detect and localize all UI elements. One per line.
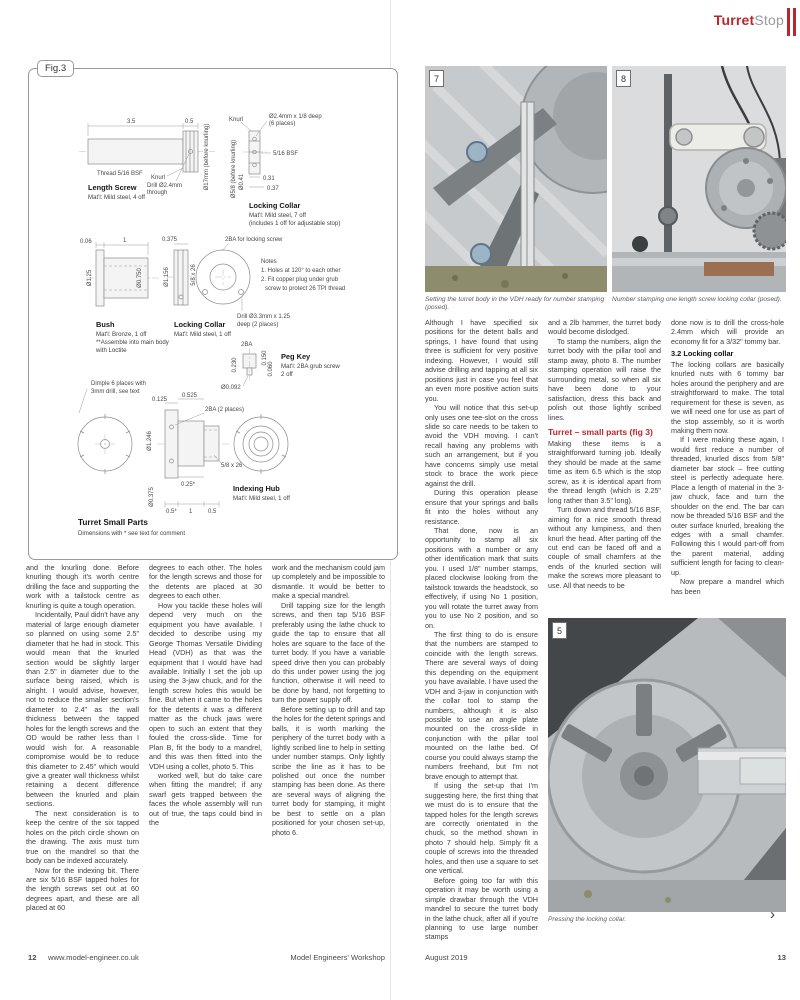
dim-label: 0.5*: [166, 509, 177, 515]
dia-label: Ø17mm (before knurling): [204, 123, 210, 191]
dim-label: 0.06: [80, 239, 92, 245]
part-title: Locking Collar: [249, 201, 301, 210]
paragraph: worked well, but do take care when fitting the mandrel; if any swarf gets trapped between the faces the whole assembly will run out of true, the taps could bind in the: [149, 770, 262, 828]
dia-label: Ø0.375: [149, 487, 155, 507]
paragraph: done now is to drill the cross-hole 2.4mm which will provide an economy fit for a 3/32" tommy bar.: [671, 318, 784, 346]
page-continuation-arrow: ›: [770, 906, 775, 923]
drill-note: Drill Ø3.3mm x 1.25: [237, 314, 291, 320]
length-screw-drawing: [79, 119, 215, 201]
footer-magazine-name: Model Engineers' Workshop: [290, 953, 385, 962]
paragraph: The locking collars are basically knurled nuts with 6 tommy bar holes around the periphery and are straightforward to make. The total requirement for these is seven, as we will need one for use as part of the stop assembly, so it is worth making them now.: [671, 359, 784, 435]
drill-note: Ø2.4mm x 1/8 deep: [269, 114, 322, 120]
dim-label: 0.5: [208, 509, 217, 515]
right-article-column-2: [548, 318, 661, 610]
paragraph: To stamp the numbers, align the turret body with the pillar tool and stamp away, photo 8. The number stamping operation will raise the surrounding metal, so when all six have been done to your satisfaction, dress this back and polish out those lightly scribed lines.: [548, 336, 661, 422]
photo-8: [612, 66, 786, 292]
photo-5-image: [548, 618, 786, 912]
part-material: Mat'l: Mild steel, 1 off: [174, 331, 231, 338]
article-masthead: [714, 12, 784, 28]
section-heading-locking-collar: 3.2 Locking collar: [671, 349, 734, 359]
dia-label: Ø0.750: [137, 268, 143, 288]
knurl-label: Knurl: [229, 117, 244, 123]
part-material: Mat'l: Mild steel, 1 off: [233, 495, 290, 502]
part-note: with Loctite: [96, 347, 127, 354]
indexing-hub-drawing: [78, 381, 290, 515]
paragraph: That done, now is an opportunity to stamp all six positions with a number or any other identification mark that suits you. I used 1/8" number stamps, placed clockwise looking from the tailstock towards the headstock, so effectively, if using No 1 position, you will rotate the turret away from you to use No 2 position, and so on.: [425, 525, 538, 630]
paragraph: If using the set-up that I'm suggesting here, the first thing that we must do is to ensure that the tapped holes for the length screws are correctly orientated in the chuck, so the method shown in photo 7 should help. Simply fit a couple of screws into the threaded holes, and then use a square to set one vertical.: [425, 781, 538, 876]
dim-label: 3.5: [127, 119, 136, 125]
photo-5: [548, 618, 786, 912]
paragraph: degrees to each other. The holes for the length screws and those for the detents are placed at 30 degrees to each other.: [149, 563, 262, 601]
dim-label: 1: [123, 238, 127, 244]
left-article-column-1: [26, 563, 139, 955]
dim-label: 0.375: [162, 237, 178, 243]
part-material: 2 off: [281, 371, 293, 378]
drill-note: Drill Ø2.4mm: [147, 183, 183, 189]
right-article-column-1: [425, 318, 538, 952]
part-title: Peg Key: [281, 352, 311, 361]
paragraph: The first thing to do is ensure that the numbers are stamped to coincide with the length screws. There are several ways of doing this depending on the equipment you have available. I have used the VDH and 3-jaw in conjunction with the collar tool to stamp the numbers, although it is also possible to use an angle plate mounted on the cross-slide in conjunction with the pillar tool mounted on the lathe bed. Of course you could always stamp the numbers freehand, but I'm not brave enough to attempt that.: [425, 629, 538, 781]
dia-label: Ø1.156: [164, 267, 170, 287]
part-note: (includes 1 off for adjustable stop): [249, 220, 341, 227]
paragraph: Before going too far with this operation it may be worth using a simple drawbar through the VDH mandrel to secure the turret body in the lathe chuck, after all if you're planning to use large number stamps: [425, 875, 538, 942]
dim-label: 0.125: [152, 397, 168, 403]
part-title: Length Screw: [88, 183, 137, 192]
part-material: Mat'l: Bronze, 1 off: [96, 331, 147, 338]
dim-label: 0.37: [267, 186, 279, 192]
photo-7-image: [425, 66, 607, 292]
note-line: screw to protect 26 TPI thread: [265, 286, 346, 292]
paragraph: and a 2lb hammer, the turret body would become dislodged.: [548, 318, 661, 337]
photo-7-caption: Setting the turret body in the VDH ready for number stamping (posed).: [425, 296, 605, 311]
part-title: Indexing Hub: [233, 484, 280, 493]
part-note: **Assemble into main body: [96, 339, 169, 346]
photo-8-image: [612, 66, 786, 292]
dim-label: 0.31: [263, 176, 275, 182]
photo-number-badge: 7: [429, 70, 444, 87]
thread-label: 5/8 x 26: [191, 264, 197, 286]
drill-note: through: [147, 190, 168, 196]
paragraph: work and the mechanism could jam up completely and be impossible to dismantle. It would be better to make a special mandrel.: [272, 563, 385, 601]
page-number: 13: [777, 953, 786, 962]
page-number: 12: [28, 953, 37, 962]
paragraph: If I were making these again, I would first reduce a number of threaded, knurled discs from 5/8" diameter bar stock – free cutting steel is perfectly adequate here. Place a length of material in the 3-jaw chuck, face and turn the shoulder on the end. The bar can now be threaded 5/16 BSF and the outer surface knurled, breaking the edges with a small chamfer. Following this I would part-off from the parent material, adding sufficient length for facing to clean-up.: [671, 435, 784, 577]
paragraph: Making these items is a straightforward turning job. Ideally they should be made at the same time as item 6.5 which is the stop screw, as it is identical apart from the thread length (which is 2.25" long rather than 3.5" long).: [548, 438, 661, 505]
screw-note: 2BA for locking screw: [225, 237, 283, 243]
photo-number-badge: 5: [552, 622, 567, 639]
drill-note: deep (2 places): [237, 322, 279, 328]
dia-label: Ø1.246: [147, 431, 153, 451]
dia-label: Ø0.092: [221, 385, 241, 391]
dia-label: Ø1.25: [87, 269, 93, 287]
locking-collar-b-drawing: [162, 237, 345, 338]
left-article-column-2: [149, 563, 262, 955]
figure-3-drawing: [29, 69, 397, 559]
thread-label: 5/16 BSF: [273, 151, 299, 157]
part-material: Mat'l: Mild steel, 4 off: [88, 194, 145, 201]
paragraph: Now prepare a mandrel which has been: [671, 577, 784, 596]
dim-label: 0.525: [182, 393, 198, 399]
locking-collar-a-drawing: [229, 114, 340, 227]
paragraph: During this operation please ensure that your springs and balls fit into the holes without any resistance.: [425, 488, 538, 526]
dia-label: Ø0.41: [239, 173, 245, 191]
dimple-note: 3mm drill, see text: [91, 389, 140, 395]
dim-label: 0.150: [262, 350, 268, 366]
thread-label: Thread 5/16 BSF: [97, 171, 143, 177]
photo-7: [425, 66, 607, 292]
figure-3-box: [28, 63, 398, 560]
part-title: Locking Collar: [174, 320, 226, 329]
figure-tag: Fig.3: [37, 60, 74, 77]
section-heading-turret-small-parts: Turret – small parts (fig 3): [548, 426, 653, 437]
figure-caption-note: Dimensions with * see text for comment: [78, 530, 186, 537]
note-line: 2. Fit copper plug under grub: [261, 277, 339, 283]
masthead-title-bold: Turret: [713, 12, 755, 28]
footer-website: www.model-engineer.co.uk: [48, 953, 139, 962]
paragraph: Drill tapping size for the length screws, and then tap 5/16 BSF preferably using the lathe chuck to guide the tap to ensure that all holes are square to the face of the turret body. If you have a variable speed drive then you can probably do this under power using the jog function, otherwise it will need to be done by hand, not forgetting to turn the power supply off.: [272, 600, 385, 705]
photo-number-badge: 8: [616, 70, 631, 87]
knurl-label: Knurl: [151, 175, 166, 181]
paragraph: How you tackle these holes will depend very much on the equipment you have available. I decided to describe using my George Thomas Versatile Dividing Head (VDH) as that was the equipment that I would have had available. Initially I set the job up using the 3-jaw chuck, and for the length screw holes this would be fine. But when it came to the holes for the detents it was a different matter as the chuck jaws were open to such an extent that they fouled the cross-slide. Time for Plan B, fit the body to a mandrel, and this was then fitted into the VDH using a collet, photo 5. This: [149, 600, 262, 771]
brand-bar-left: [787, 8, 790, 36]
dim-label: 1: [189, 509, 193, 515]
dim-label: 0.230: [232, 357, 238, 373]
dia-label: Ø5/8 (before knurling): [231, 139, 237, 199]
bush-drawing: [80, 238, 170, 354]
paragraph: Incidentally, Paul didn't have any material of large enough diameter so planned on using some 2.5" diameter that he had in stock. This would mean that the knurled section would be slightly larger than 2.5" in diameter due to the surface being raised, which is alright. I would advise, however, not to reduce the smaller section's diameter to 2.4" as the wall thickness between the tapped holes for the length screws and the OD would be rather less than I would wish for. A reasonable compromise would be to reduce this diameter to 2.45" which would give a greater wall thickness whilst retaining a decent difference between the knurled and plain sections.: [26, 610, 139, 809]
right-article-column-3: [671, 318, 784, 610]
dim-label: 0.25*: [181, 482, 196, 488]
footer-left-page-number: [28, 953, 36, 962]
footer-issue-date: August 2019: [425, 953, 468, 962]
dim-label: 0.060: [268, 361, 274, 377]
peg-key-drawing: [221, 342, 340, 391]
thread-label: 2BA: [241, 342, 253, 348]
photo-8-caption: Number stamping one length screw locking collar (posed).: [612, 296, 782, 303]
paragraph: Before setting up to drill and tap the holes for the detent springs and balls, it is worth marking the periphery of the turret body with a lightly scribed line to help in setting under number stamps. Only lightly scribe the line as it has to be polished out once the number stamping has been done. As there are several ways of aligning the turret body for stamping, it might be best to settle on a plan positioned for your chosen set-up, photo 6.: [272, 704, 385, 837]
dimple-note: Dimple 6 places with: [91, 381, 147, 387]
note-line: 1. Holes at 120° to each other: [261, 268, 341, 274]
notes-title: Notes: [261, 259, 277, 265]
paragraph: Although I have specified six positions for the detent balls and springs, I have found that using three is sufficient for very positive indexing. However, I would still advise drilling and tapping at all six positions just in case you feel that an even more positive action suits you.: [425, 318, 538, 403]
tap-note: 2BA (2 places): [205, 407, 245, 413]
part-title: Bush: [96, 320, 115, 329]
masthead-title-light: Stop: [754, 12, 784, 28]
paragraph: Now for the indexing bit. There are six 5/16 BSF tapped holes for the length screws set out at 60 degrees apart, and these are all placed at 60: [26, 865, 139, 913]
left-article-column-3: [272, 563, 385, 955]
paragraph: You will notice that this set-up only uses one tee-slot on the cross slide so care needs to be taken to avoid the VDH moving. I can't recall having any problems with such an arrangement, but if you have concerns simply use metal stock to brace the work piece against the drill.: [425, 403, 538, 488]
footer-right-page-number: [778, 953, 786, 962]
paragraph: Turn down and thread 5/16 BSF, aiming for a nice smooth thread without any lumpiness, and then knurl the head. After parting off the cut end can be faced off and a couple of small chamfers at the ends of the knurled section will make the screws more pleasant to use. All that needs to be: [548, 505, 661, 590]
paragraph: The next consideration is to keep the centre of the six tapped holes on the pitch circle shown on the drawing. The axis must turn true on the mandrel so that the body can be indexed accurately.: [26, 808, 139, 866]
part-material: Mat'l: 2BA grub screw: [281, 363, 340, 370]
paragraph: and the knurling done. Before knurling though it's worth centre drilling the face and supporting the work with a tailstock centre as knurling is quite a tough operation.: [26, 563, 139, 610]
brand-bar-right: [793, 8, 796, 36]
photo-5-caption: Pressing the locking collar.: [548, 916, 627, 923]
part-material: Mat'l: Mild steel, 7 off: [249, 212, 306, 219]
dim-label: 0.5: [185, 119, 194, 125]
thread-label: 5/8 x 26: [221, 463, 243, 469]
figure-caption-title: Turret Small Parts: [78, 518, 148, 527]
drill-note: (6 places): [269, 121, 296, 127]
